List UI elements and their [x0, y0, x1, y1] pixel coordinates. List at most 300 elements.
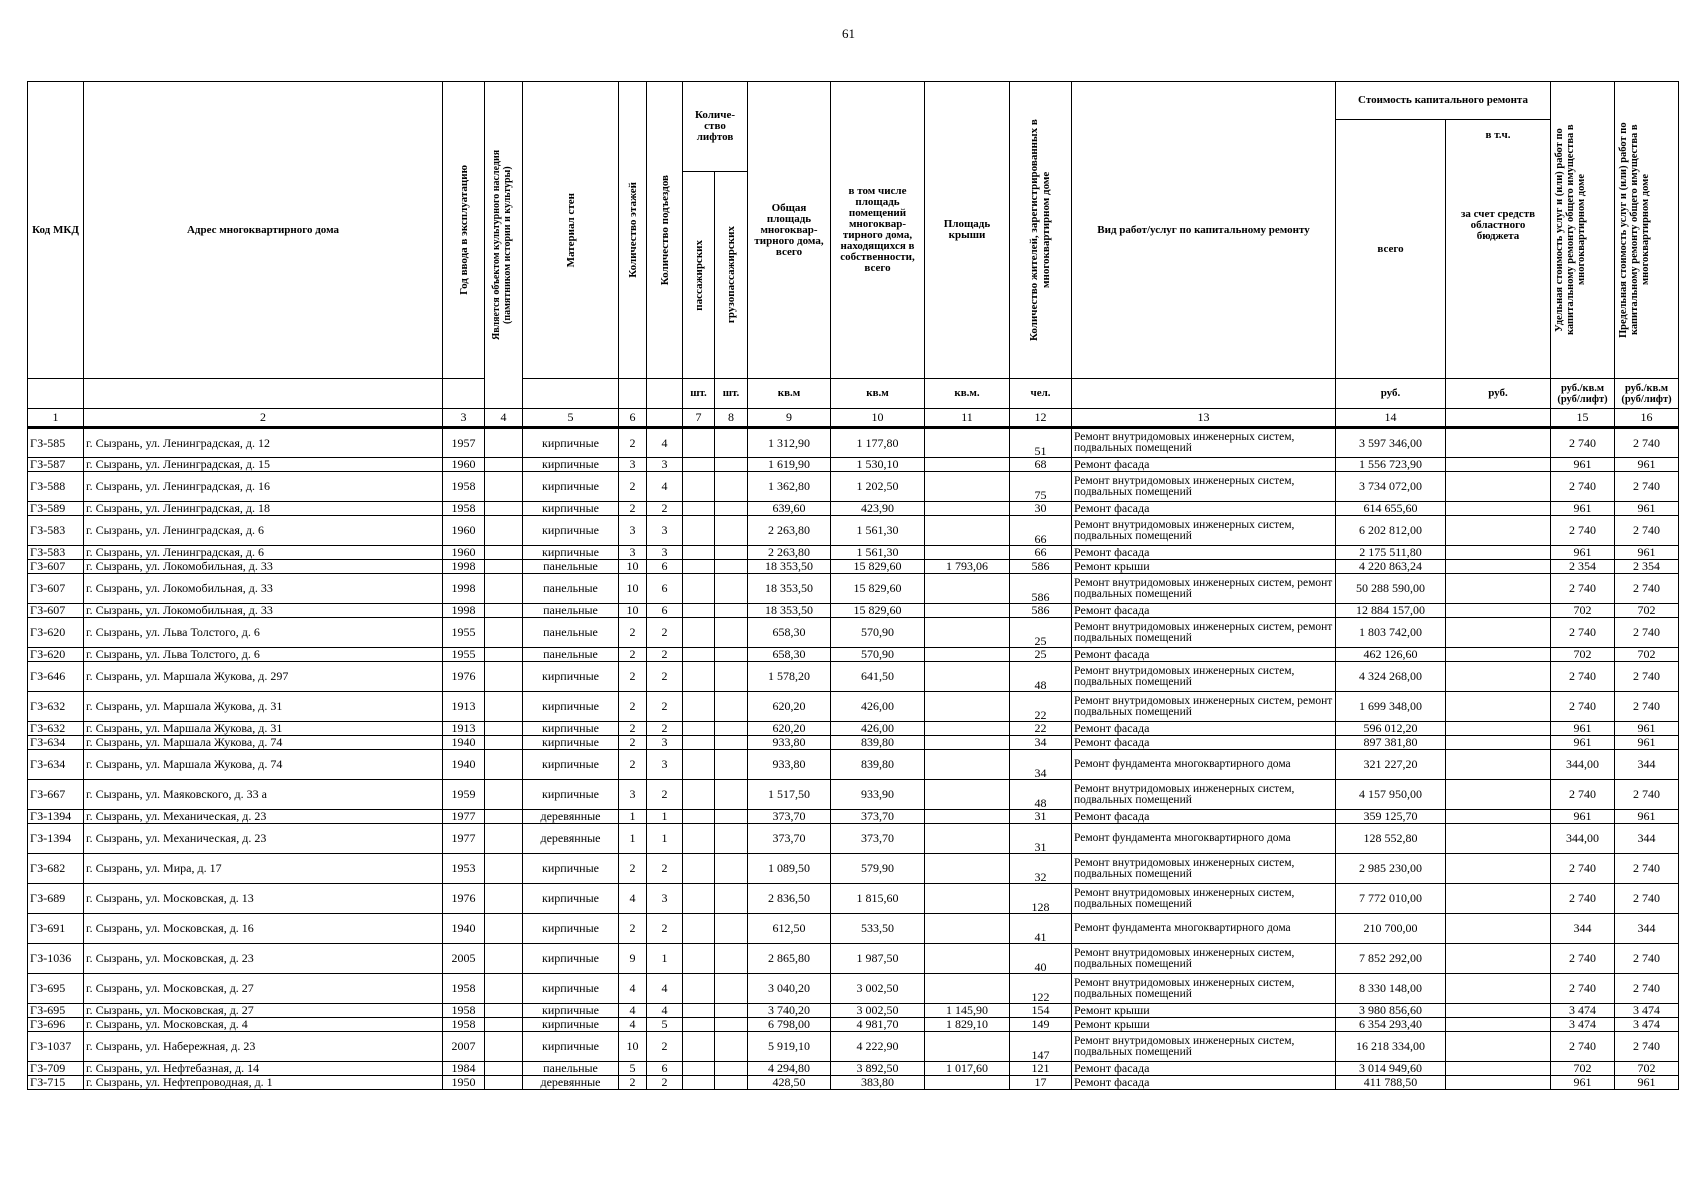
cell-wall-material: кирпичные: [523, 662, 619, 692]
cell-cost-regional: [1446, 472, 1551, 502]
cell-work-type: Ремонт крыши: [1072, 560, 1336, 574]
cell-unit-cost: 961: [1551, 458, 1615, 472]
cell-year: 1958: [443, 1004, 485, 1018]
header-lifts-passenger: пассажирских: [683, 172, 715, 379]
cell-cost-regional: [1446, 914, 1551, 944]
cell-cost-regional: [1446, 604, 1551, 618]
cell-cost-regional: [1446, 780, 1551, 810]
cell-entrances: 2: [647, 914, 683, 944]
cell-entrances: 4: [647, 428, 683, 458]
cell-wall-material: кирпичные: [523, 428, 619, 458]
cell-lifts-cargo: [715, 516, 748, 546]
cell-area-owned: 570,90: [831, 618, 925, 648]
cell-work-type: Ремонт внутридомовых инженерных систем, подвальных помещений: [1072, 1032, 1336, 1062]
cell-work-type: Ремонт внутридомовых инженерных систем, ремонт подвальных помещений: [1072, 618, 1336, 648]
cell-wall-material: деревянные: [523, 824, 619, 854]
cell-area-total: 2 263,80: [748, 516, 831, 546]
cell-wall-material: кирпичные: [523, 736, 619, 750]
cell-kod: ГЗ-620: [28, 648, 84, 662]
cell-kod: ГЗ-588: [28, 472, 84, 502]
cell-area-total: 2 865,80: [748, 944, 831, 974]
cell-max-cost: 961: [1615, 722, 1679, 736]
cell-residents: 149: [1010, 1018, 1072, 1032]
cell-cost-total: 128 552,80: [1336, 824, 1446, 854]
cell-entrances: 6: [647, 560, 683, 574]
cell-cost-regional: [1446, 1032, 1551, 1062]
cell-work-type: Ремонт фундамента многоквартирного дома: [1072, 824, 1336, 854]
cell-max-cost: 961: [1615, 546, 1679, 560]
cell-kod: ГЗ-695: [28, 1004, 84, 1018]
cell-year: 1976: [443, 884, 485, 914]
cell-wall-material: панельные: [523, 648, 619, 662]
header-area-owned: в том числе площадь помещений многоквар-тирного дома, находящихся в собственности, всего: [831, 82, 925, 379]
cell-kod: ГЗ-1394: [28, 824, 84, 854]
cell-address: г. Сызрань, ул. Московская, д. 27: [84, 974, 443, 1004]
cell-cost-regional: [1446, 1076, 1551, 1090]
cell-floors: 2: [619, 618, 647, 648]
cell-kod: ГЗ-696: [28, 1018, 84, 1032]
cell-unit-cost: 2 740: [1551, 516, 1615, 546]
cell-max-cost: 344: [1615, 750, 1679, 780]
cell-work-type: Ремонт внутридомовых инженерных систем, подвальных помещений: [1072, 472, 1336, 502]
cell-cost-total: 2 175 511,80: [1336, 546, 1446, 560]
cell-wall-material: деревянные: [523, 1076, 619, 1090]
cell-max-cost: 2 740: [1615, 944, 1679, 974]
cell-wall-material: панельные: [523, 604, 619, 618]
cell-floors: 2: [619, 472, 647, 502]
cell-max-cost: 2 740: [1615, 516, 1679, 546]
cell-residents: 22: [1010, 722, 1072, 736]
cell-unit-cost: 2 740: [1551, 574, 1615, 604]
cell-wall-material: кирпичные: [523, 692, 619, 722]
cell-unit-cost: 3 474: [1551, 1004, 1615, 1018]
cell-area-total: 2 836,50: [748, 884, 831, 914]
cell-max-cost: 702: [1615, 604, 1679, 618]
cell-area-owned: 15 829,60: [831, 604, 925, 618]
cell-lifts-cargo: [715, 780, 748, 810]
table-row: [28, 722, 1679, 736]
cell-heritage: [485, 824, 523, 854]
cell-area-owned: 373,70: [831, 810, 925, 824]
cell-max-cost: 702: [1615, 1062, 1679, 1076]
cell-lifts-passenger: [683, 1032, 715, 1062]
cell-heritage: [485, 574, 523, 604]
cell-year: 1960: [443, 546, 485, 560]
table-row: [28, 736, 1679, 750]
cell-work-type: Ремонт внутридомовых инженерных систем, подвальных помещений: [1072, 428, 1336, 458]
cell-address: г. Сызрань, ул. Московская, д. 13: [84, 884, 443, 914]
cell-cost-total: 614 655,60: [1336, 502, 1446, 516]
cell-max-cost: 2 740: [1615, 692, 1679, 722]
cell-entrances: 2: [647, 722, 683, 736]
cell-heritage: [485, 546, 523, 560]
table-header: [28, 82, 1679, 428]
table-row: [28, 944, 1679, 974]
cell-roof-area: [925, 736, 1010, 750]
cell-heritage: [485, 722, 523, 736]
cell-cost-regional: [1446, 810, 1551, 824]
cell-heritage: [485, 692, 523, 722]
cell-entrances: 3: [647, 750, 683, 780]
cell-kod: ГЗ-587: [28, 458, 84, 472]
cell-lifts-cargo: [715, 974, 748, 1004]
cell-kod: ГЗ-689: [28, 884, 84, 914]
cell-floors: 10: [619, 604, 647, 618]
cell-entrances: 2: [647, 618, 683, 648]
cell-year: 1955: [443, 618, 485, 648]
cell-unit-cost: 2 740: [1551, 974, 1615, 1004]
cell-lifts-passenger: [683, 914, 715, 944]
cell-kod: ГЗ-682: [28, 854, 84, 884]
table-row: [28, 884, 1679, 914]
cell-entrances: 2: [647, 1032, 683, 1062]
cell-max-cost: 2 740: [1615, 618, 1679, 648]
cell-heritage: [485, 1076, 523, 1090]
cell-cost-regional: [1446, 428, 1551, 458]
column-number: 4: [485, 409, 523, 428]
cell-wall-material: деревянные: [523, 810, 619, 824]
cell-cost-total: 6 202 812,00: [1336, 516, 1446, 546]
cell-entrances: 1: [647, 810, 683, 824]
cell-cost-total: 4 324 268,00: [1336, 662, 1446, 692]
cell-lifts-cargo: [715, 736, 748, 750]
cell-year: 1913: [443, 692, 485, 722]
cell-roof-area: [925, 516, 1010, 546]
cell-address: г. Сызрань, ул. Ленинградская, д. 6: [84, 516, 443, 546]
cell-lifts-cargo: [715, 648, 748, 662]
cell-area-total: 1 619,90: [748, 458, 831, 472]
cell-cost-total: 6 354 293,40: [1336, 1018, 1446, 1032]
cell-cost-total: 1 803 742,00: [1336, 618, 1446, 648]
cell-area-owned: 4 981,70: [831, 1018, 925, 1032]
cell-cost-total: 411 788,50: [1336, 1076, 1446, 1090]
cell-lifts-cargo: [715, 692, 748, 722]
cell-heritage: [485, 560, 523, 574]
cell-lifts-passenger: [683, 974, 715, 1004]
cell-heritage: [485, 458, 523, 472]
table-row: [28, 546, 1679, 560]
cell-lifts-cargo: [715, 604, 748, 618]
cell-area-owned: 15 829,60: [831, 560, 925, 574]
cell-entrances: 2: [647, 662, 683, 692]
cell-area-owned: 1 530,10: [831, 458, 925, 472]
cell-area-owned: 933,90: [831, 780, 925, 810]
header-cost-group: Стоимость капитального ремонта: [1336, 82, 1551, 120]
cell-heritage: [485, 1018, 523, 1032]
cell-work-type: Ремонт фасада: [1072, 1062, 1336, 1076]
cell-residents: 586: [1010, 574, 1072, 604]
cell-heritage: [485, 604, 523, 618]
cell-cost-total: 7 852 292,00: [1336, 944, 1446, 974]
table-row: [28, 1076, 1679, 1090]
cell-cost-regional: [1446, 458, 1551, 472]
cell-heritage: [485, 502, 523, 516]
cell-lifts-passenger: [683, 854, 715, 884]
header-kod: Код МКД: [28, 82, 84, 379]
cell-unit-cost: 961: [1551, 722, 1615, 736]
cell-residents: 34: [1010, 750, 1072, 780]
cell-address: г. Сызрань, ул. Мира, д. 17: [84, 854, 443, 884]
cell-roof-area: 1 017,60: [925, 1062, 1010, 1076]
cell-area-owned: 1 815,60: [831, 884, 925, 914]
cell-area-owned: 426,00: [831, 722, 925, 736]
cell-entrances: 4: [647, 472, 683, 502]
cell-area-total: 1 517,50: [748, 780, 831, 810]
cell-heritage: [485, 854, 523, 884]
cell-residents: 22: [1010, 692, 1072, 722]
cell-cost-total: 3 597 346,00: [1336, 428, 1446, 458]
cell-lifts-passenger: [683, 1076, 715, 1090]
cell-unit-cost: 2 740: [1551, 854, 1615, 884]
unit-rub: руб.: [1446, 379, 1551, 409]
cell-max-cost: 3 474: [1615, 1018, 1679, 1032]
cell-address: г. Сызрань, ул. Московская, д. 23: [84, 944, 443, 974]
cell-kod: ГЗ-695: [28, 974, 84, 1004]
cell-roof-area: [925, 750, 1010, 780]
column-number: 11: [925, 409, 1010, 428]
cell-address: г. Сызрань, ул. Маршала Жукова, д. 31: [84, 722, 443, 736]
cell-unit-cost: 2 740: [1551, 780, 1615, 810]
cell-heritage: [485, 516, 523, 546]
cell-floors: 3: [619, 516, 647, 546]
cell-lifts-cargo: [715, 472, 748, 502]
cell-area-total: 1 578,20: [748, 662, 831, 692]
cell-work-type: Ремонт внутридомовых инженерных систем, ремонт подвальных помещений: [1072, 692, 1336, 722]
cell-year: 1958: [443, 472, 485, 502]
header-cost-total: всего: [1336, 120, 1446, 379]
cell-residents: 154: [1010, 1004, 1072, 1018]
cell-kod: ГЗ-1036: [28, 944, 84, 974]
cell-area-owned: 1 561,30: [831, 516, 925, 546]
cell-roof-area: [925, 546, 1010, 560]
cell-lifts-passenger: [683, 458, 715, 472]
cell-residents: 31: [1010, 824, 1072, 854]
cell-address: г. Сызрань, ул. Механическая, д. 23: [84, 810, 443, 824]
cell-address: г. Сызрань, ул. Ленинградская, д. 6: [84, 546, 443, 560]
column-number: 10: [831, 409, 925, 428]
cell-cost-total: 3 980 856,60: [1336, 1004, 1446, 1018]
cell-cost-regional: [1446, 1004, 1551, 1018]
unit-rub-sqm: руб./кв.м (руб/лифт): [1615, 379, 1679, 409]
unit-pcs: шт.: [683, 379, 715, 409]
header-cost-incl-cell: [1446, 120, 1551, 379]
cell-work-type: Ремонт фасада: [1072, 604, 1336, 618]
cell-lifts-cargo: [715, 824, 748, 854]
cell-heritage: [485, 884, 523, 914]
cell-address: г. Сызрань, ул. Нефтепроводная, д. 1: [84, 1076, 443, 1090]
cell-wall-material: кирпичные: [523, 1004, 619, 1018]
cell-residents: 75: [1010, 472, 1072, 502]
cell-work-type: Ремонт внутридомовых инженерных систем, подвальных помещений: [1072, 780, 1336, 810]
cell-lifts-cargo: [715, 1076, 748, 1090]
header-entrances: Количество подъездов: [647, 82, 683, 379]
cell-lifts-cargo: [715, 662, 748, 692]
cell-floors: 2: [619, 1076, 647, 1090]
cell-area-total: 1 089,50: [748, 854, 831, 884]
cell-kod: ГЗ-634: [28, 736, 84, 750]
cell-unit-cost: 2 740: [1551, 472, 1615, 502]
cell-floors: 5: [619, 1062, 647, 1076]
cell-cost-total: 50 288 590,00: [1336, 574, 1446, 604]
cell-roof-area: [925, 472, 1010, 502]
cell-roof-area: [925, 884, 1010, 914]
cell-address: г. Сызрань, ул. Набережная, д. 23: [84, 1032, 443, 1062]
cell-lifts-cargo: [715, 914, 748, 944]
header-floors: Количество этажей: [619, 82, 647, 379]
cell-area-owned: 641,50: [831, 662, 925, 692]
cell-floors: 3: [619, 546, 647, 560]
cell-year: 1960: [443, 458, 485, 472]
cell-cost-total: 596 012,20: [1336, 722, 1446, 736]
cell-lifts-cargo: [715, 428, 748, 458]
cell-roof-area: [925, 618, 1010, 648]
cell-lifts-passenger: [683, 1062, 715, 1076]
header-area-total: Общая площадь многоквар-тирного дома, всего: [748, 82, 831, 379]
cell-entrances: 3: [647, 736, 683, 750]
cell-cost-regional: [1446, 974, 1551, 1004]
header-heritage: Является объектом культурного наследия (памятником истории и культуры): [485, 82, 523, 409]
cell-kod: ГЗ-583: [28, 516, 84, 546]
cell-lifts-passenger: [683, 604, 715, 618]
cell-address: г. Сызрань, ул. Маршала Жукова, д. 74: [84, 750, 443, 780]
cell-area-owned: 423,90: [831, 502, 925, 516]
cell-work-type: Ремонт фундамента многоквартирного дома: [1072, 750, 1336, 780]
cell-roof-area: [925, 458, 1010, 472]
cell-roof-area: [925, 914, 1010, 944]
cell-wall-material: кирпичные: [523, 502, 619, 516]
header-residents: Количество жителей, зарегистрированных в многоквартирном доме: [1010, 82, 1072, 379]
cell-cost-regional: [1446, 1062, 1551, 1076]
table-row: [28, 516, 1679, 546]
cell-unit-cost: 344,00: [1551, 824, 1615, 854]
header-max-cost: Предельная стоимость услуг и (или) работ по капитальному ремонту общего имущества в многоквартирном доме: [1615, 82, 1679, 379]
cell-unit-cost: 2 354: [1551, 560, 1615, 574]
cell-heritage: [485, 974, 523, 1004]
cell-lifts-cargo: [715, 944, 748, 974]
cell-lifts-cargo: [715, 618, 748, 648]
cell-lifts-passenger: [683, 516, 715, 546]
cell-lifts-passenger: [683, 560, 715, 574]
cell-floors: 2: [619, 502, 647, 516]
cell-floors: 1: [619, 824, 647, 854]
cell-cost-total: 359 125,70: [1336, 810, 1446, 824]
cell-area-total: 18 353,50: [748, 574, 831, 604]
table-row: [28, 574, 1679, 604]
cell-floors: 2: [619, 736, 647, 750]
cell-wall-material: кирпичные: [523, 472, 619, 502]
cell-kod: ГЗ-620: [28, 618, 84, 648]
cell-cost-regional: [1446, 884, 1551, 914]
cell-kod: ГЗ-667: [28, 780, 84, 810]
table-row: [28, 1062, 1679, 1076]
cell-wall-material: кирпичные: [523, 914, 619, 944]
cell-cost-total: 2 985 230,00: [1336, 854, 1446, 884]
cell-cost-total: 8 330 148,00: [1336, 974, 1446, 1004]
cell-entrances: 2: [647, 854, 683, 884]
cell-area-owned: 570,90: [831, 648, 925, 662]
cell-roof-area: [925, 722, 1010, 736]
cell-roof-area: 1 145,90: [925, 1004, 1010, 1018]
cell-heritage: [485, 618, 523, 648]
column-number: 8: [715, 409, 748, 428]
cell-work-type: Ремонт внутридомовых инженерных систем, подвальных помещений: [1072, 854, 1336, 884]
cell-lifts-passenger: [683, 692, 715, 722]
cell-floors: 3: [619, 458, 647, 472]
cell-lifts-passenger: [683, 574, 715, 604]
cell-address: г. Сызрань, ул. Локомобильная, д. 33: [84, 574, 443, 604]
cell-roof-area: [925, 428, 1010, 458]
cell-work-type: Ремонт фасада: [1072, 722, 1336, 736]
cell-lifts-passenger: [683, 722, 715, 736]
cell-year: 1976: [443, 662, 485, 692]
cell-residents: 51: [1010, 428, 1072, 458]
cell-residents: 41: [1010, 914, 1072, 944]
cell-cost-total: 3 734 072,00: [1336, 472, 1446, 502]
cell-floors: 9: [619, 944, 647, 974]
cell-wall-material: кирпичные: [523, 1018, 619, 1032]
table-row: [28, 854, 1679, 884]
cell-heritage: [485, 662, 523, 692]
cell-lifts-cargo: [715, 1032, 748, 1062]
cell-year: 1958: [443, 974, 485, 1004]
cell-address: г. Сызрань, ул. Локомобильная, д. 33: [84, 604, 443, 618]
cell-area-owned: 383,80: [831, 1076, 925, 1090]
cell-floors: 2: [619, 692, 647, 722]
cell-cost-regional: [1446, 1018, 1551, 1032]
cell-kod: ГЗ-634: [28, 750, 84, 780]
cell-entrances: 3: [647, 458, 683, 472]
cell-max-cost: 961: [1615, 810, 1679, 824]
cell-work-type: Ремонт фасада: [1072, 736, 1336, 750]
cell-year: 1940: [443, 750, 485, 780]
cell-heritage: [485, 944, 523, 974]
cell-residents: 147: [1010, 1032, 1072, 1062]
cell-area-owned: 579,90: [831, 854, 925, 884]
cell-unit-cost: 961: [1551, 1076, 1615, 1090]
cell-max-cost: 344: [1615, 824, 1679, 854]
cell-max-cost: 961: [1615, 1076, 1679, 1090]
unit-rub-sqm: руб./кв.м (руб/лифт): [1551, 379, 1615, 409]
cell-wall-material: кирпичные: [523, 750, 619, 780]
cell-year: 1998: [443, 574, 485, 604]
cell-lifts-cargo: [715, 502, 748, 516]
cell-lifts-cargo: [715, 560, 748, 574]
cell-residents: 25: [1010, 648, 1072, 662]
cell-floors: 2: [619, 662, 647, 692]
cell-roof-area: [925, 854, 1010, 884]
cell-heritage: [485, 810, 523, 824]
cell-kod: ГЗ-607: [28, 560, 84, 574]
cell-unit-cost: 961: [1551, 736, 1615, 750]
cell-cost-regional: [1446, 574, 1551, 604]
cell-kod: ГЗ-583: [28, 546, 84, 560]
cell-residents: 128: [1010, 884, 1072, 914]
cell-cost-total: 321 227,20: [1336, 750, 1446, 780]
cell-year: 1957: [443, 428, 485, 458]
cell-area-total: 373,70: [748, 824, 831, 854]
cell-year: 1959: [443, 780, 485, 810]
cell-cost-regional: [1446, 546, 1551, 560]
cell-cost-total: 462 126,60: [1336, 648, 1446, 662]
cell-lifts-cargo: [715, 1004, 748, 1018]
cell-cost-regional: [1446, 516, 1551, 546]
cell-area-total: 620,20: [748, 722, 831, 736]
cell-unit-cost: 702: [1551, 648, 1615, 662]
cell-cost-regional: [1446, 692, 1551, 722]
cell-area-owned: 839,80: [831, 736, 925, 750]
cell-area-total: 658,30: [748, 618, 831, 648]
cell-cost-regional: [1446, 502, 1551, 516]
